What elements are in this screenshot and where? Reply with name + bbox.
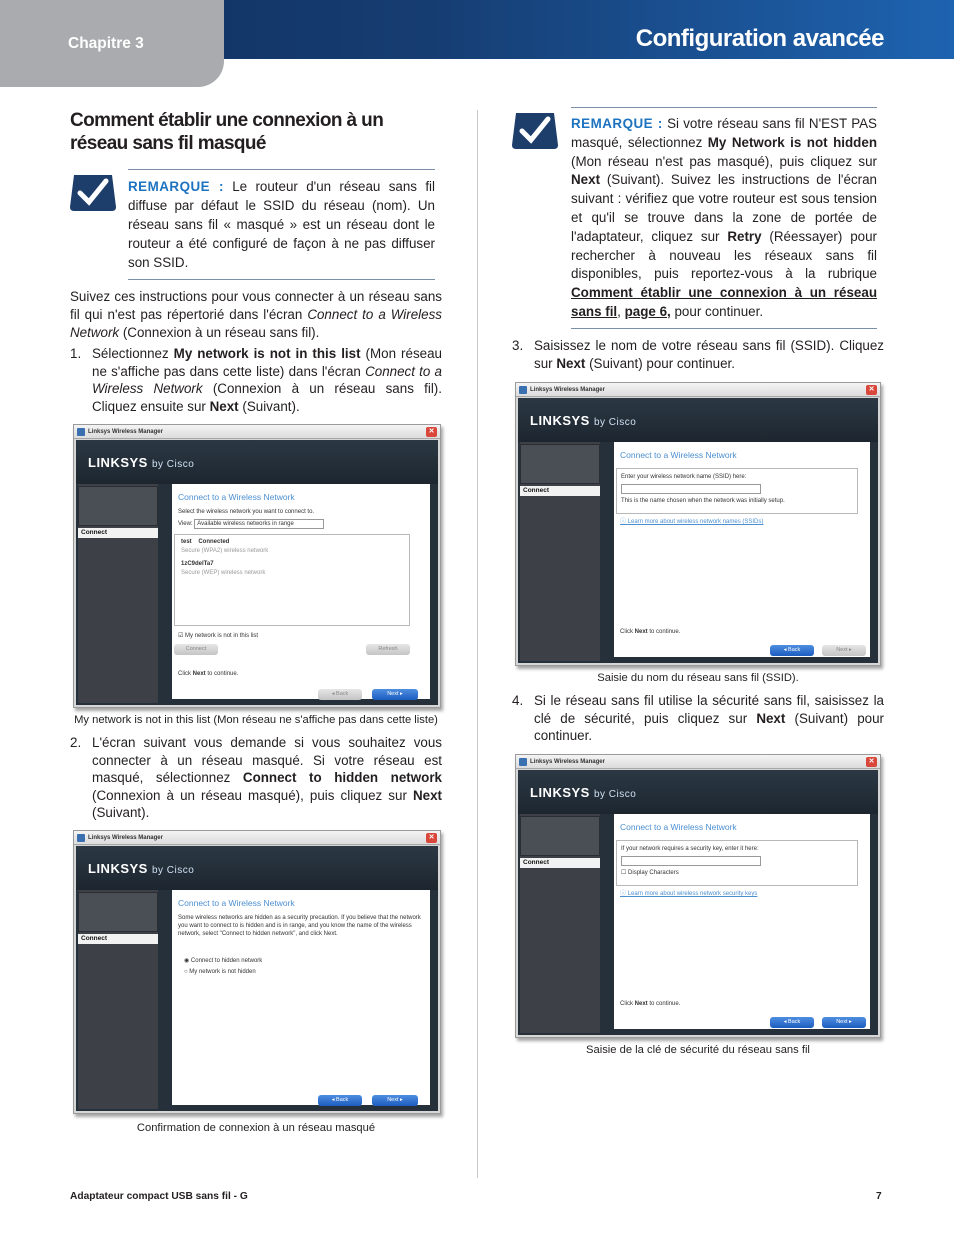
note-text: (Réessayer) pour rechercher à nouveau les réseaux sans fil disponibles, puis reportez-vous à la rubrique bbox=[571, 228, 877, 282]
select-text: Select the wireless network you want to connect to. bbox=[178, 509, 315, 515]
back-button[interactable]: ◂ Back bbox=[318, 1095, 362, 1106]
window-title: Linksys Wireless Manager bbox=[88, 429, 163, 435]
next-button[interactable]: Next ▸ bbox=[822, 645, 866, 656]
connect-tab[interactable]: Connect bbox=[78, 934, 158, 944]
figure-caption: My network is not in this list (Mon réseau ne s'affiche pas dans cette liste) bbox=[74, 714, 438, 726]
footer-product: Adaptateur compact USB sans fil - G bbox=[70, 1191, 248, 1202]
intro-emph: Connect to a Wireless Network bbox=[70, 307, 442, 340]
connect-tab[interactable]: Connect bbox=[520, 486, 600, 496]
intro-text: Suivez ces instructions pour vous connecter à un réseau sans fil qui n'est pas répertorié dans l'écran bbox=[70, 289, 442, 322]
next-button[interactable]: Next ▸ bbox=[372, 689, 418, 700]
note-bold: My Network is not hidden bbox=[707, 134, 877, 150]
figure-caption: Confirmation de connexion à un réseau masqué bbox=[136, 1122, 376, 1134]
screenshot-network-list bbox=[73, 424, 441, 708]
click-next-text: Click Next to continue. bbox=[620, 629, 681, 635]
intro-text-end: (Connexion à un réseau sans fil). bbox=[119, 325, 320, 340]
figure-caption: Saisie du nom du réseau sans fil (SSID). bbox=[597, 672, 799, 684]
section-link[interactable]: Comment établir une connexion à un réseau sans fil bbox=[571, 285, 877, 319]
step-bold: My network is not in this list bbox=[173, 346, 361, 361]
panel-title: Connect to a Wireless Network bbox=[178, 492, 295, 502]
screenshot-hidden-network bbox=[73, 830, 441, 1114]
step-bold: Next bbox=[556, 355, 586, 371]
display-characters-checkbox[interactable]: ☐ Display Characters bbox=[621, 870, 679, 876]
network-security: Secure (WPA2) wireless network bbox=[181, 548, 269, 554]
app-icon bbox=[77, 834, 85, 842]
step-bold: Next bbox=[209, 398, 239, 414]
app-icon bbox=[519, 386, 527, 394]
check-icon bbox=[512, 111, 558, 149]
page-link[interactable]: page 6, bbox=[624, 303, 671, 319]
click-next-text: Click Next to continue. bbox=[178, 671, 239, 677]
step-text: (Suivant) pour continuer. bbox=[585, 355, 735, 371]
close-icon[interactable]: ✕ bbox=[426, 833, 437, 843]
check-icon bbox=[70, 173, 116, 211]
linksys-logo: LINKSYS by Cisco bbox=[88, 455, 195, 470]
back-button[interactable]: ◂ Back bbox=[770, 1017, 814, 1028]
network-list bbox=[174, 534, 410, 626]
step-2 bbox=[70, 734, 442, 822]
window-title: Linksys Wireless Manager bbox=[88, 835, 163, 841]
next-button[interactable]: Next ▸ bbox=[372, 1095, 418, 1106]
next-button[interactable]: Next ▸ bbox=[822, 1017, 866, 1028]
chapter-tab bbox=[0, 0, 224, 87]
connect-tab[interactable]: Connect bbox=[78, 528, 158, 538]
key-prompt: If your network requires a security key, enter it here: bbox=[621, 846, 759, 852]
screenshot-ssid bbox=[515, 382, 881, 666]
ssid-box bbox=[616, 468, 858, 514]
note-label: REMARQUE : bbox=[571, 116, 663, 131]
app-icon bbox=[519, 758, 527, 766]
step-text: (Suivant). bbox=[238, 398, 300, 414]
back-button[interactable]: ◂ Back bbox=[318, 689, 362, 700]
step-bold: Next bbox=[412, 787, 442, 803]
ssid-prompt: Enter your wireless network name (SSID) here: bbox=[621, 474, 747, 480]
window-titlebar bbox=[74, 425, 440, 439]
step-bold: Connect to hidden network bbox=[242, 770, 442, 785]
step-text: (Mon réseau ne s'affiche pas dans cette liste) dans l'écran bbox=[92, 346, 442, 379]
refresh-button[interactable]: Refresh bbox=[366, 644, 410, 655]
step-3 bbox=[512, 337, 884, 372]
back-button[interactable]: ◂ Back bbox=[770, 645, 814, 656]
key-help-link[interactable]: ⓘ Learn more about wireless network security keys bbox=[620, 891, 758, 897]
note-text: Si votre réseau sans fil N'EST PAS masqué, sélectionnez bbox=[571, 116, 877, 150]
figure-caption: Saisie de la clé de sécurité du réseau sans fil bbox=[586, 1044, 810, 1056]
intro-paragraph bbox=[70, 288, 442, 342]
step-text: Saisissez le nom de votre réseau sans fil (SSID). Cliquez sur bbox=[534, 338, 884, 371]
chapter-label: Chapitre 3 bbox=[68, 35, 144, 52]
linksys-logo: LINKSYS by Cisco bbox=[88, 861, 195, 876]
view-label: View: bbox=[178, 521, 193, 527]
ssid-help-link[interactable]: ⓘ Learn more about wireless network names (SSIDs) bbox=[620, 519, 764, 525]
hidden-option[interactable]: ◉ Connect to hidden network bbox=[184, 958, 263, 964]
note-text: Le routeur d'un réseau sans fil diffuse par défaut le SSID du réseau (nom). Un réseau sans fil « masqué » est un réseau dont le routeur a été configuré de façon à ne pas diffuser son SSID. bbox=[128, 179, 435, 270]
network-name[interactable]: 1zC9delTa7 bbox=[181, 561, 214, 567]
note-text: (Suivant). Suivez les instructions de l'écran suivant : vérifiez que votre routeur est sous tension et qu'il se trouve dans la zone de portée de l'adaptateur, cliquez sur bbox=[571, 172, 877, 244]
step-text: (Suivant). bbox=[92, 805, 150, 820]
step-number: 2. bbox=[70, 735, 82, 750]
note-right bbox=[512, 107, 884, 331]
step-text: (Suivant) pour continuer. bbox=[534, 710, 885, 743]
panel-title: Connect to a Wireless Network bbox=[178, 898, 295, 908]
step-text: (Connexion à un réseau sans fil). Cliquez ensuite sur bbox=[92, 381, 442, 414]
hidden-desc: Some wireless networks are hidden as a security precaution. If you believe that the network you want to connect to is hidden and is in range, and you know the name of the wireless network, select "Connect to hidden network", and click Next. bbox=[178, 915, 421, 937]
step-text: Si le réseau sans fil utilise la sécurité sans fil, saisissez la clé de sécurité, puis cliquez sur bbox=[534, 693, 884, 726]
click-next-text: Click Next to continue. bbox=[620, 1001, 681, 1007]
step-number: 4. bbox=[512, 693, 524, 708]
linksys-logo: LINKSYS by Cisco bbox=[530, 413, 637, 428]
step-number: 3. bbox=[512, 338, 524, 353]
window-title: Linksys Wireless Manager bbox=[530, 387, 605, 393]
note-text: , bbox=[617, 303, 625, 319]
network-status: Connected bbox=[198, 539, 230, 545]
close-icon[interactable]: ✕ bbox=[426, 427, 437, 437]
key-box bbox=[616, 840, 858, 886]
step-text: L'écran suivant vous demande si vous souhaitez vous connecter à un réseau masqué. Si votre réseau est masqué, sélectionnez bbox=[92, 735, 442, 785]
column-divider bbox=[477, 110, 478, 1178]
close-icon[interactable]: ✕ bbox=[866, 757, 877, 767]
note-left bbox=[70, 169, 442, 281]
note-label: REMARQUE : bbox=[128, 179, 224, 194]
panel-title: Connect to a Wireless Network bbox=[620, 450, 737, 460]
ssid-hint: This is the name chosen when the network was initially setup. bbox=[621, 498, 785, 504]
network-security: Secure (WEP) wireless network bbox=[181, 570, 266, 576]
step-emph: Connect to a Wireless Network bbox=[92, 363, 442, 396]
screenshot-security-key bbox=[515, 754, 881, 1038]
key-input[interactable] bbox=[621, 856, 761, 866]
panel-title: Connect to a Wireless Network bbox=[620, 822, 737, 832]
connect-tab[interactable]: Connect bbox=[520, 858, 600, 868]
note-bold: Retry bbox=[727, 228, 762, 244]
step-number: 1. bbox=[70, 346, 82, 361]
app-icon bbox=[77, 428, 85, 436]
window-title: Linksys Wireless Manager bbox=[530, 759, 605, 765]
step-text: (Connexion à un réseau masqué), puis cliquez sur bbox=[92, 787, 413, 803]
connect-button[interactable]: Connect bbox=[174, 644, 218, 655]
step-bold: Next bbox=[756, 710, 786, 726]
not-hidden-option[interactable]: ○ My network is not hidden bbox=[184, 969, 256, 975]
linksys-logo: LINKSYS by Cisco bbox=[530, 785, 637, 800]
page-title: Configuration avancée bbox=[635, 25, 884, 52]
note-bold: Next bbox=[571, 172, 601, 188]
not-in-list-option[interactable]: ☑ My network is not in this list bbox=[178, 633, 259, 639]
footer-page-number: 7 bbox=[876, 1191, 882, 1202]
close-icon[interactable]: ✕ bbox=[866, 385, 877, 395]
step-1 bbox=[70, 345, 442, 415]
note-text: (Mon réseau n'est pas masqué), puis cliquez sur bbox=[571, 153, 877, 169]
view-select[interactable]: Available wireless networks in range bbox=[194, 519, 324, 529]
section-heading: Comment établir une connexion à un réseau sans fil masqué bbox=[70, 110, 384, 154]
ssid-input[interactable] bbox=[621, 484, 761, 494]
network-name[interactable]: test bbox=[181, 539, 192, 545]
note-text: pour continuer. bbox=[670, 303, 764, 319]
step-4 bbox=[512, 692, 884, 745]
step-text: Sélectionnez bbox=[92, 346, 174, 361]
